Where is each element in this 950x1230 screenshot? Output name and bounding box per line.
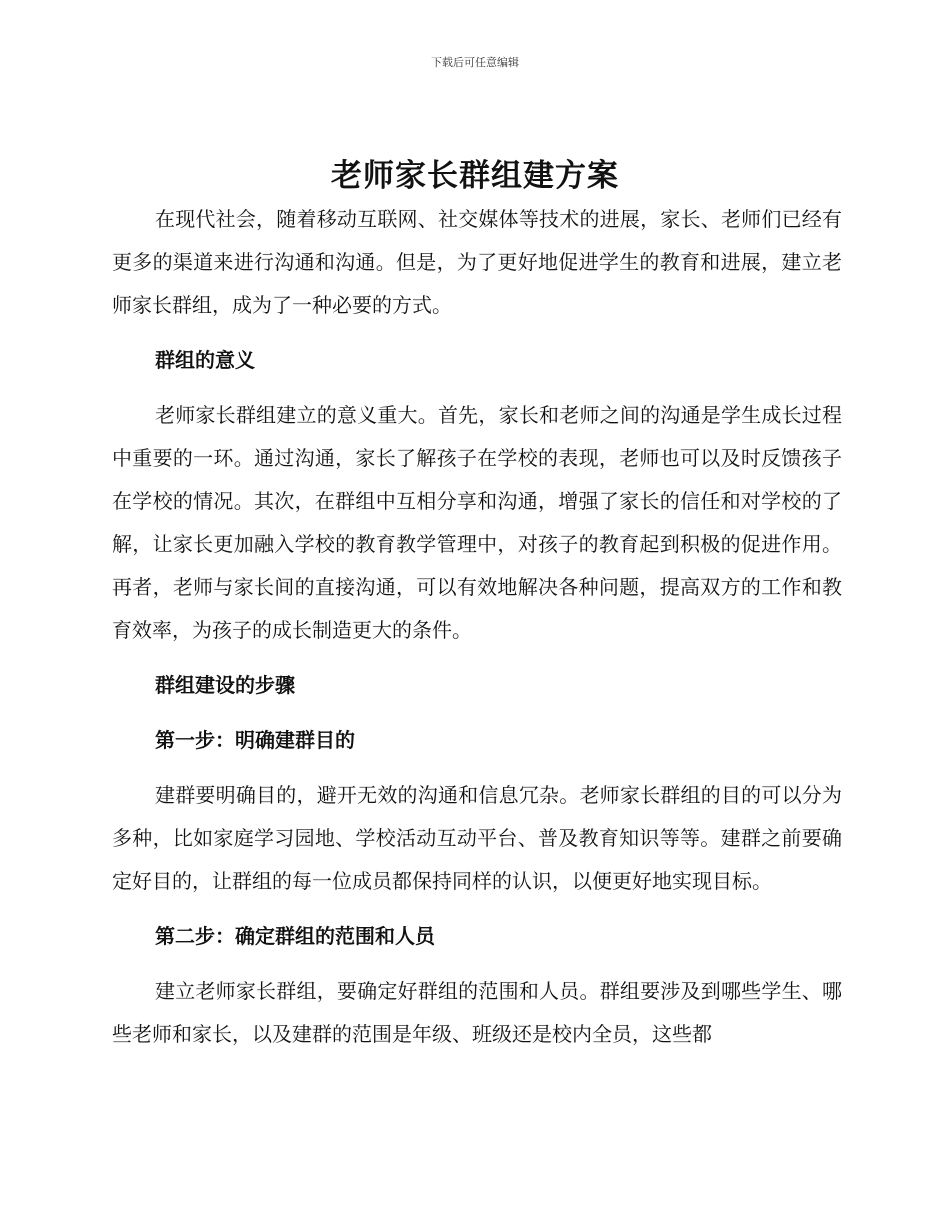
step1-heading: 第一步：明确建群目的 bbox=[155, 728, 355, 752]
step2-heading: 第二步：确定群组的范围和人员 bbox=[155, 924, 435, 948]
section-heading-meaning: 群组的意义 bbox=[155, 348, 255, 372]
section-heading-steps: 群组建设的步骤 bbox=[155, 673, 295, 697]
header-note: 下载后可任意编辑 bbox=[431, 56, 519, 69]
step1-paragraph: 建群要明确目的，避开无效的沟通和信息冗杂。老师家长群组的目的可以分为多种，比如家庭学习园地、学校活动互动平台、普及教育知识等等。建群之前要确定好目的，让群组的每一位成员都保持同样的认识，以便更好地实现目标。 bbox=[112, 783, 842, 893]
intro-paragraph: 在现代社会，随着移动互联网、社交媒体等技术的进展，家长、老师们已经有更多的渠道来进行沟通和沟通。但是，为了更好地促进学生的教育和进展，建立老师家长群组，成为了一种必要的方式。 bbox=[112, 207, 842, 317]
document-body bbox=[112, 198, 842, 1056]
document-title: 老师家长群组建方案 bbox=[331, 158, 619, 194]
meaning-paragraph: 老师家长群组建立的意义重大。首先，家长和老师之间的沟通是学生成长过程中重要的一环。通过沟通，家长了解孩子在学校的表现，老师也可以及时反馈孩子在学校的情况。其次，在群组中互相分享和沟通，增强了家长的信任和对学校的了解，让家长更加融入学校的教育教学管理中，对孩子的教育起到积极的促进作用。再者，老师与家长间的直接沟通，可以有效地解决各种问题，提高双方的工作和教育效率，为孩子的成长制造更大的条件。 bbox=[112, 403, 842, 642]
step2-paragraph: 建立老师家长群组，要确定好群组的范围和人员。群组要涉及到哪些学生、哪些老师和家长，以及建群的范围是年级、班级还是校内全员，这些都 bbox=[112, 979, 842, 1046]
